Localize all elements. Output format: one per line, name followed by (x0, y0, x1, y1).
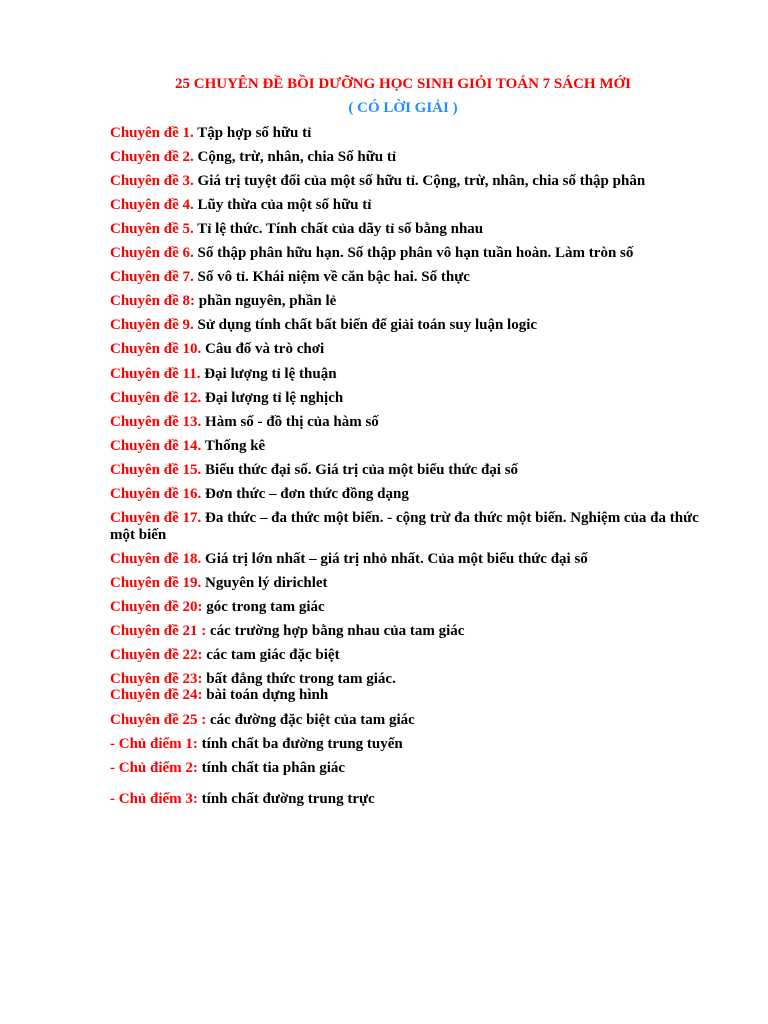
topic-item-2 (110, 149, 700, 166)
topic-item-4 (110, 197, 700, 214)
topic-text: Lũy thừa của một số hữu tỉ (193, 197, 372, 213)
document-title: 25 CHUYÊN ĐỀ BỒI DƯỠNG HỌC SINH GIỎI TOÁN 7 SÁCH MỚI (174, 76, 632, 92)
topic-item-8 (110, 293, 700, 310)
focus-point-2 (110, 760, 700, 777)
topic-label: Chuyên đề 3. (110, 173, 194, 189)
topic-text: bài toán dựng hình (202, 687, 329, 703)
topic-label: Chuyên đề 11. (110, 366, 201, 382)
focus-text: tính chất đường trung trực (197, 791, 375, 807)
focus-point-1 (110, 736, 700, 753)
topic-text: bất đẳng thức trong tam giác. (202, 671, 396, 687)
topic-item-15 (110, 462, 700, 479)
focus-label: - Chủ điểm 1: (110, 736, 198, 752)
topic-item-11 (110, 366, 700, 383)
topic-label: Chuyên đề 15. (110, 462, 202, 478)
topic-label: Chuyên đề 24: (110, 687, 203, 703)
topic-text: Biểu thức đại số. Giá trị của một biểu thức đại số (201, 462, 519, 478)
topic-text: Thống kê (201, 438, 266, 454)
topic-label: Chuyên đề 17. (110, 510, 202, 526)
topic-item-5 (110, 221, 700, 238)
topic-label: Chuyên đề 21 : (110, 623, 207, 639)
topic-label: Chuyên đề 9. (110, 317, 194, 333)
topic-label: Chuyên đề 12. (110, 390, 202, 406)
topic-item-19 (110, 575, 700, 592)
topic-item-16 (110, 486, 700, 503)
topic-item-24 (110, 687, 700, 704)
topic-text: Câu đố và trò chơi (201, 341, 325, 357)
topic-label: Chuyên đề 6. (110, 245, 194, 261)
topic-text: Số thập phân hữu hạn. Số thập phân vô hạn tuần hoàn. Làm tròn số (193, 245, 634, 261)
topic-label: Chuyên đề 8: (110, 293, 196, 309)
topic-item-25 (110, 712, 700, 729)
topic-label: Chuyên đề 18. (110, 551, 202, 567)
topic-text: Cộng, trừ, nhân, chia Số hữu tỉ (193, 149, 396, 165)
topic-text: các tam giác đặc biệt (202, 647, 340, 663)
focus-label: - Chủ điểm 3: (110, 791, 198, 807)
topic-item-17 (110, 510, 700, 544)
topic-text: Giá trị lớn nhất – giá trị nhỏ nhất. Của một biểu thức đại số (201, 551, 588, 567)
topic-text: các đường đặc biệt của tam giác (206, 712, 415, 728)
topic-text: Nguyên lý dirichlet (201, 575, 328, 591)
topic-label: Chuyên đề 20: (110, 599, 203, 615)
topic-text: Hàm số - đồ thị của hàm số (201, 414, 379, 430)
topic-text: Tỉ lệ thức. Tính chất của dãy tỉ số bằng nhau (193, 221, 484, 237)
topic-item-22 (110, 647, 700, 664)
topic-text: góc trong tam giác (202, 599, 325, 615)
topic-item-6 (110, 245, 700, 262)
topic-text: Đơn thức – đơn thức đồng dạng (201, 486, 409, 502)
topic-text: các trường hợp bằng nhau của tam giác (206, 623, 465, 639)
topic-label: Chuyên đề 13. (110, 414, 202, 430)
topic-label: Chuyên đề 25 : (110, 712, 207, 728)
topic-text: Số vô tỉ. Khái niệm về căn bậc hai. Số thực (193, 269, 470, 285)
topic-item-14 (110, 438, 700, 455)
topic-label: Chuyên đề 23: (110, 671, 203, 687)
topic-label: Chuyên đề 14. (110, 438, 202, 454)
topic-label: Chuyên đề 7. (110, 269, 194, 285)
topic-item-10 (110, 341, 700, 358)
focus-point-3 (110, 791, 700, 808)
topic-item-23 (110, 671, 700, 688)
topic-item-12 (110, 390, 700, 407)
topic-text: Tập hợp số hữu tỉ (193, 125, 312, 141)
topic-text: Giá trị tuyệt đối của một số hữu tỉ. Cộng, trừ, nhân, chia số thập phân (193, 173, 646, 189)
topic-label: Chuyên đề 4. (110, 197, 194, 213)
topic-text: Đại lượng tỉ lệ thuận (200, 366, 337, 382)
document-subtitle: ( CÓ LỜI GIẢI ) (348, 100, 458, 116)
topic-item-9 (110, 317, 700, 334)
topic-text: Sử dụng tính chất bất biến để giải toán suy luận logic (193, 317, 538, 333)
topic-label: Chuyên đề 19. (110, 575, 202, 591)
topic-label: Chuyên đề 16. (110, 486, 202, 502)
topic-label: Chuyên đề 22: (110, 647, 203, 663)
topic-item-3 (110, 173, 700, 190)
topic-item-18 (110, 551, 700, 568)
topic-item-13 (110, 414, 700, 431)
focus-text: tính chất tia phân giác (197, 760, 346, 776)
topic-item-7 (110, 269, 700, 286)
topic-label: Chuyên đề 5. (110, 221, 194, 237)
focus-text: tính chất ba đường trung tuyến (197, 736, 403, 752)
topic-text: Đa thức – đa thức một biến. - cộng trừ đa thức một biến. Nghiệm của đa thức một biến (110, 510, 699, 543)
topic-item-1 (110, 125, 700, 142)
topic-label: Chuyên đề 10. (110, 341, 202, 357)
topic-text: Đại lượng tỉ lệ nghịch (201, 390, 344, 406)
topic-text: phần nguyên, phần lẻ (195, 293, 337, 309)
topic-label: Chuyên đề 2. (110, 149, 194, 165)
topic-label: Chuyên đề 1. (110, 125, 194, 141)
topic-item-21 (110, 623, 700, 640)
focus-label: - Chủ điểm 2: (110, 760, 198, 776)
topic-item-20 (110, 599, 700, 616)
